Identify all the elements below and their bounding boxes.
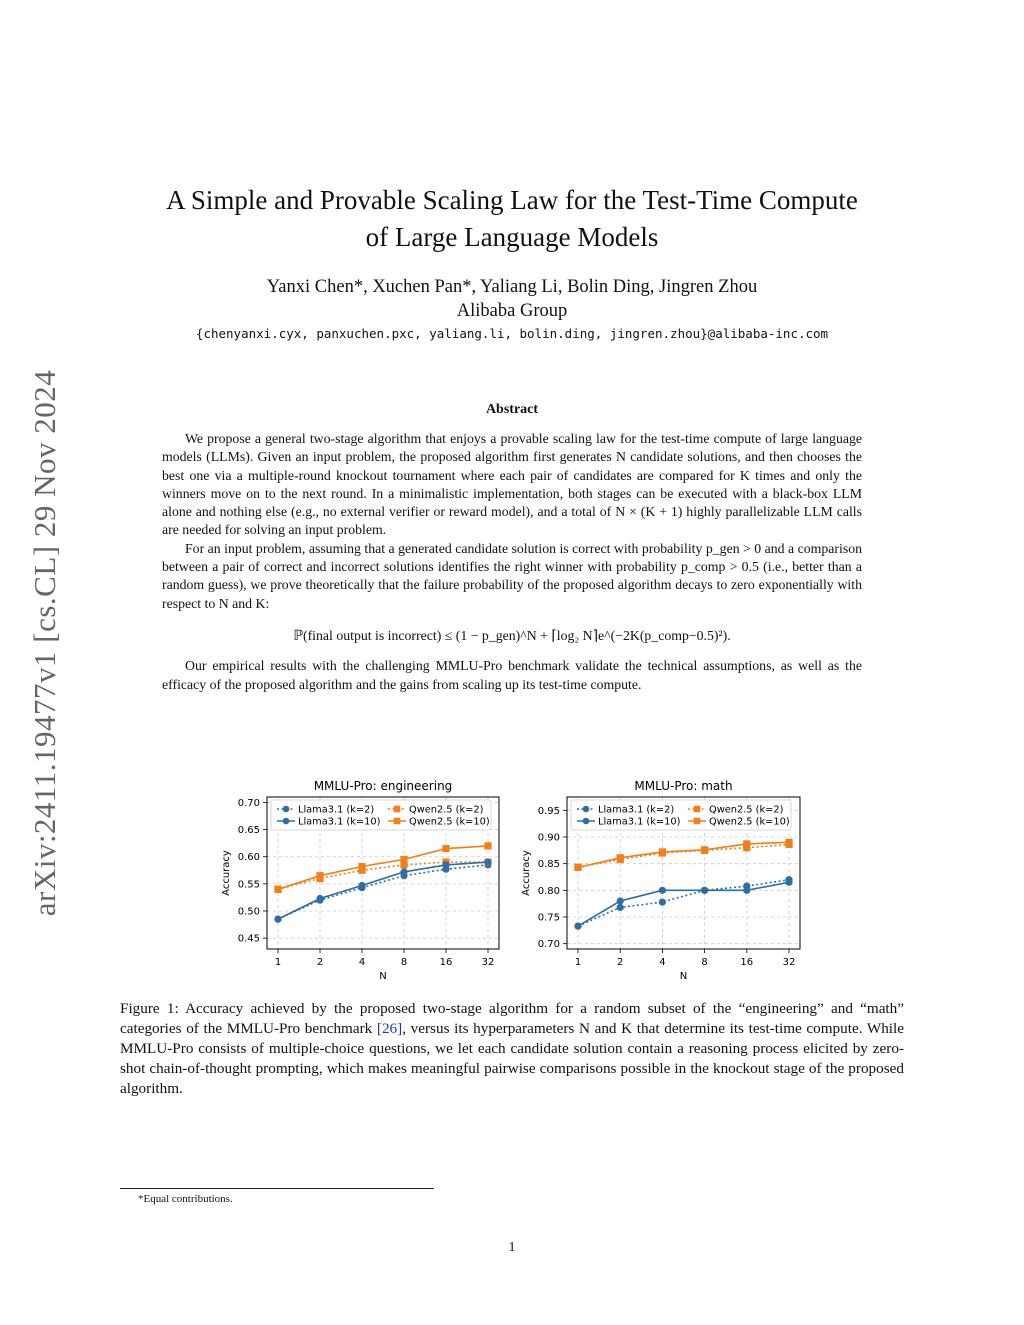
chart-1-data-point xyxy=(274,916,281,923)
abstract-body xyxy=(162,430,862,694)
chart-1-x-axis-label: N xyxy=(379,971,387,982)
chart-2-x-tick-label: 4 xyxy=(659,957,666,968)
chart-2-legend-label: Qwen2.5 (k=10) xyxy=(709,816,790,828)
chart-1-data-point xyxy=(316,895,323,902)
chart-1-y-tick-label: 0.55 xyxy=(237,879,260,891)
footnote: *Equal contributions. xyxy=(138,1193,233,1205)
figure-caption xyxy=(120,999,904,1099)
chart-1-series-line xyxy=(278,862,488,919)
author-list: Yanxi Chen*, Xuchen Pan*, Yaliang Li, Bolin Ding, Jingren Zhou xyxy=(266,277,758,297)
chart-2-legend-marker xyxy=(583,818,590,825)
chart-1-series-line xyxy=(278,862,488,889)
chart-2-data-point xyxy=(785,879,792,886)
chart-1-legend-label: Qwen2.5 (k=10) xyxy=(409,816,490,828)
title-line-1: A Simple and Provable Scaling Law for the Test-Time Compute xyxy=(166,185,858,215)
chart-1-data-point xyxy=(442,861,449,868)
chart-1-data-point xyxy=(274,886,281,893)
chart-1-x-tick-label: 16 xyxy=(439,957,453,968)
chart-2-x-axis-label: N xyxy=(679,971,688,982)
chart-1-y-tick-label: 0.50 xyxy=(237,906,260,918)
chart-1-y-tick-label: 0.65 xyxy=(237,825,260,837)
figure-1-charts xyxy=(218,772,818,987)
title-line-2: of Large Language Models xyxy=(365,222,659,252)
chart-1-x-tick-label: 8 xyxy=(400,957,408,968)
chart-1-series-line xyxy=(278,846,488,889)
chart-1-data-point xyxy=(400,868,407,875)
author-emails: {chenyanxi.cyx, panxuchen.pxc, yaliang.li, bolin.ding, jingren.zhou}@alibaba-inc.com xyxy=(195,326,829,341)
chart-1-legend-marker xyxy=(394,818,401,825)
author-block xyxy=(110,275,914,323)
chart-1-data-point xyxy=(316,872,323,879)
chart-1-data-point xyxy=(358,882,365,889)
chart-1-data-point xyxy=(400,856,407,863)
chart-2-legend-marker xyxy=(694,806,701,813)
chart-2-data-point xyxy=(617,904,624,911)
chart-1-legend-marker xyxy=(394,806,401,813)
chart-2-y-tick-label: 0.70 xyxy=(537,939,560,951)
chart-2-series-line xyxy=(578,882,789,926)
chart-2-legend-marker xyxy=(694,818,701,825)
chart-2-x-tick-label: 32 xyxy=(782,957,796,968)
chart-1-data-point xyxy=(484,859,491,866)
caption-text-1: Accuracy achieved by the proposed two-stage algorithm for a random subset of the “engineering” and “math” categories of the MMLU-Pro benchmark xyxy=(120,1000,904,1037)
chart-2-data-point xyxy=(743,887,750,894)
chart-2-x-tick-label: 16 xyxy=(740,957,754,968)
chart-1-data-point xyxy=(484,842,491,849)
chart-2-data-point xyxy=(659,898,666,905)
chart-2-legend-label: Qwen2.5 (k=2) xyxy=(709,804,784,816)
page-number: 1 xyxy=(508,1240,516,1255)
chart-2-y-tick-label: 0.75 xyxy=(537,912,560,924)
chart-1-legend-label: Llama3.1 (k=2) xyxy=(298,804,375,816)
chart-2-title: MMLU-Pro: math xyxy=(634,779,733,793)
chart-1-y-tick-label: 0.70 xyxy=(237,797,260,809)
chart-2-data-point xyxy=(659,848,666,855)
chart-2-y-tick-label: 0.80 xyxy=(537,885,560,897)
chart-1-title: MMLU-Pro: engineering xyxy=(313,779,453,793)
chart-2-y-axis-label: Accuracy xyxy=(521,850,532,896)
chart-2-x-tick-label: 8 xyxy=(701,957,708,968)
chart-1-x-tick-label: 2 xyxy=(316,957,324,968)
chart-1-data-point xyxy=(358,863,365,870)
chart-2-y-tick-label: 0.95 xyxy=(537,805,560,817)
chart-2-y-tick-label: 0.90 xyxy=(537,832,560,844)
abstract-paragraph-2: For an input problem, assuming that a generated candidate solution is correct with probability p_gen > 0 and a comparison between a pair of correct and incorrect solutions identifies the right winner with probability p_comp > 0.5 (i.e., better than a random guess), we prove theoretically that the failure probability of the proposed algorithm decays to zero exponentially with respect to N and K: xyxy=(162,540,862,611)
chart-2-data-point xyxy=(701,846,708,853)
footnote-divider xyxy=(120,1188,434,1189)
chart-1-legend-marker xyxy=(283,806,290,813)
affiliation: Alibaba Group xyxy=(456,301,568,321)
chart-2-data-point xyxy=(617,854,624,861)
chart-2-x-tick-label: 1 xyxy=(574,957,582,968)
chart-1-legend-label: Qwen2.5 (k=2) xyxy=(409,804,484,816)
chart-2-y-tick-label: 0.85 xyxy=(537,859,560,871)
chart-2-legend-label: Llama3.1 (k=10) xyxy=(598,816,681,828)
failure-probability-equation: ℙ(final output is incorrect) ≤ (1 − p_gen)^N + ⌈log₂ N⌉e^(−2K(p_comp−0.5)²). xyxy=(293,627,731,643)
chart-2-data-point xyxy=(743,840,750,847)
chart-2-data-point xyxy=(617,897,624,904)
chart-1-x-tick-label: 4 xyxy=(358,957,366,968)
chart-1-y-tick-label: 0.45 xyxy=(237,933,260,945)
caption-text-2: , versus its hyperparameters N and K that determine its test-time compute. While MMLU-Pro consists of multiple-choice questions, we let each candidate solution contain a reasoning process elicited by zero-shot chain-of-thought prompting, which makes meaningful pairwise comparisons possible in the knockout stage of the proposed algorithm. xyxy=(120,1020,904,1097)
chart-1-legend-marker xyxy=(283,818,290,825)
chart-2-legend-marker xyxy=(583,806,590,813)
abstract-paragraph-1: We propose a general two-stage algorithm that enjoys a provable scaling law for the test-time compute of large language models (LLMs). Given an input problem, the proposed algorithm first generates N candidate solutions, and then chooses the best one via a multiple-round knockout tournament where each pair of candidates are compared for K times and only the winners move on to the next round. In a minimalistic implementation, both stages can be executed with a black-box LLM alone and nothing else (e.g., no external verifier or reward model), and a total of N × (K + 1) highly parallelizable LLM calls are needed for solving an input problem. xyxy=(162,431,862,538)
caption-label: Figure 1: xyxy=(120,1000,179,1017)
chart-2-legend-label: Llama3.1 (k=2) xyxy=(598,804,675,816)
paper-title xyxy=(110,182,914,256)
chart-2-data-point xyxy=(701,887,708,894)
chart-2-data-point xyxy=(574,922,581,929)
chart-2-data-point xyxy=(574,864,581,871)
abstract-paragraph-3: Our empirical results with the challenging MMLU-Pro benchmark validate the technical assumptions, as well as the efficacy of the proposed algorithm and the gains from scaling up its test-time compute. xyxy=(162,658,862,692)
chart-1-legend-label: Llama3.1 (k=10) xyxy=(298,816,381,828)
chart-2-x-tick-label: 2 xyxy=(617,957,624,968)
figure-1 xyxy=(218,772,818,987)
chart-1-x-tick-label: 1 xyxy=(274,957,282,968)
chart-1-y-tick-label: 0.60 xyxy=(237,852,260,864)
chart-1-x-tick-label: 32 xyxy=(481,957,495,968)
chart-2-series-line xyxy=(578,880,789,926)
chart-1-data-point xyxy=(442,845,449,852)
chart-2-data-point xyxy=(785,839,792,846)
abstract-heading: Abstract xyxy=(485,402,539,417)
arxiv-identifier: arXiv:2411.19477v1 [cs.CL] 29 Nov 2024 xyxy=(27,369,62,917)
chart-1-y-axis-label: Accuracy xyxy=(221,850,232,896)
citation-link[interactable]: [26] xyxy=(376,1020,403,1037)
chart-2-data-point xyxy=(659,887,666,894)
